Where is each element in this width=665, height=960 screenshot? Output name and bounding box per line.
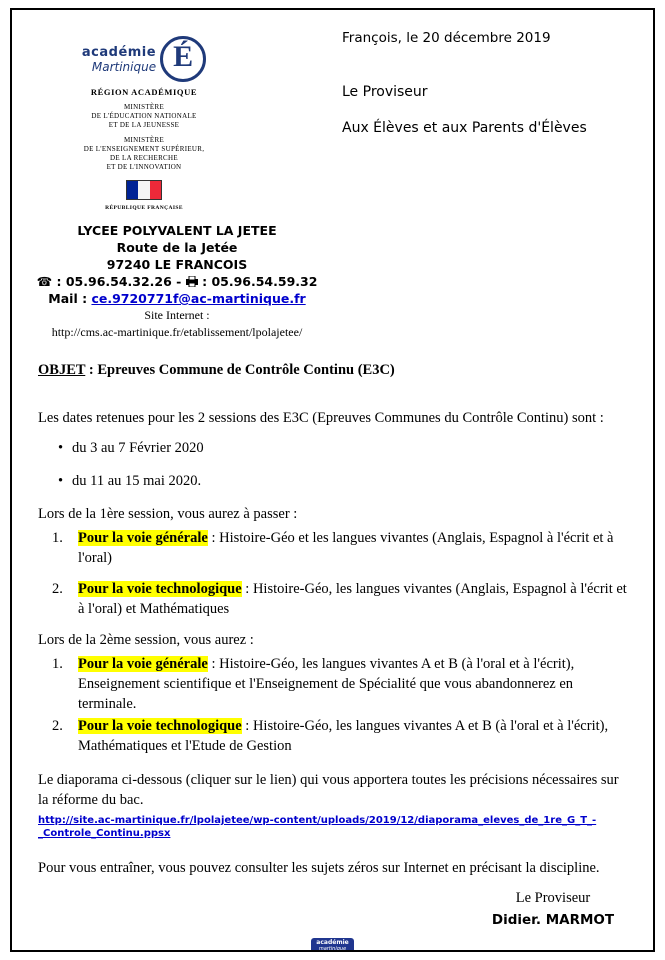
letter-recipient: Aux Élèves et aux Parents d'Élèves [342, 120, 587, 136]
ministere-line: DE L'ENSEIGNEMENT SUPÉRIEUR, [83, 145, 205, 153]
session-date: du 11 au 15 mai 2020. [72, 473, 202, 489]
item-number: 2. [52, 581, 63, 597]
track-label-highlight: Pour la voie générale [78, 656, 208, 672]
session2-list [52, 654, 627, 756]
letter-date: François, le 20 décembre 2019 [342, 30, 551, 46]
logo-region-text: Martinique [91, 59, 157, 74]
item-text: : Histoire-Géo et les langues vivantes (Anglais, Espagnol à l'écrit et à l'oral) [78, 530, 614, 566]
school-name: LYCEE POLYVALENT LA JETEE [77, 223, 277, 238]
letter-from: Le Proviseur [342, 84, 428, 100]
objet-line [38, 360, 627, 380]
site-internet-label: Site Internet : [144, 308, 210, 322]
region-academique-label: RÉGION ACADÉMIQUE [90, 87, 198, 97]
item-text: : Histoire-Géo, les langues vivantes (Anglais, Espagnol à l'écrit et à l'oral) et Mathématiques [78, 581, 627, 617]
letter-header [12, 10, 653, 348]
item-text: : Histoire-Géo, les langues vivantes A et B (à l'oral et à l'écrit), Mathématiques et l'Etude de Gestion [78, 718, 609, 754]
school-website-url: http://cms.ac-martinique.fr/etablissement/lpolajetee/ [51, 325, 303, 339]
track-label-highlight: Pour la voie générale [78, 530, 208, 546]
objet-text: : Epreuves Commune de Contrôle Continu (E3C) [85, 362, 395, 378]
objet-label: OBJET [38, 362, 86, 378]
training-paragraph: Pour vous entraîner, vous pouvez consulter les sujets zéros sur Internet en précisant la discipline. [38, 860, 600, 876]
ministere-line: ET DE LA JEUNESSE [108, 121, 180, 129]
item-text: : Histoire-Géo, les langues vivantes A et B (à l'oral et à l'écrit), Enseignement scientifique et l'Enseignement de Spécialité que vous abandonnerez en terminale. [78, 656, 575, 712]
session2-intro: Lors de la 2ème session, vous aurez : [38, 632, 254, 648]
session1-list [52, 528, 627, 619]
fax-number: : 05.96.54.59.32 [202, 274, 318, 289]
ministere-line: MINISTÈRE [123, 136, 165, 144]
ministere-line: ET DE L'INNOVATION [106, 163, 182, 171]
academie-mini-badge-icon: académie martinique [311, 938, 353, 952]
school-phone-fax-line [12, 273, 342, 290]
list-item [52, 654, 627, 714]
fax-icon [186, 274, 198, 289]
list-item [72, 438, 627, 458]
signature-name: Didier. MARMOT [491, 912, 615, 928]
letter-body [12, 348, 653, 952]
item-number: 1. [52, 530, 63, 546]
footer-logo [38, 936, 627, 952]
session-date: du 3 au 7 Février 2020 [72, 440, 204, 456]
intro-paragraph: Les dates retenues pour les 2 sessions des E3C (Epreuves Communes du Contrôle Continu) sont : [38, 410, 604, 426]
letter-page [10, 8, 655, 952]
diaporama-paragraph: Le diaporama ci-dessous (cliquer sur le lien) qui vous apportera toutes les précisions nécessaires sur la réforme du bac. [38, 772, 619, 808]
list-item [52, 528, 627, 568]
ministere-education-block [64, 103, 224, 130]
school-mail-line [12, 290, 342, 307]
phone-number: : 05.96.54.32.26 - [56, 274, 182, 289]
list-item [52, 579, 627, 619]
mail-label: Mail : [48, 291, 88, 306]
ministere-line: DE LA RECHERCHE [110, 154, 178, 162]
session-dates-list [38, 438, 627, 491]
list-item [52, 716, 627, 756]
academie-e-emblem-icon: É [160, 36, 206, 82]
french-flag-icon [126, 180, 162, 200]
school-street: Route de la Jetée [116, 240, 238, 255]
republique-francaise-logo [64, 180, 224, 211]
item-number: 2. [52, 718, 63, 734]
track-label-highlight: Pour la voie technologique [78, 581, 242, 597]
republique-francaise-label: RÉPUBLIQUE FRANÇAISE [105, 205, 183, 211]
signature-block [468, 888, 638, 930]
school-city: 97240 LE FRANCOIS [106, 257, 248, 272]
school-email-link[interactable]: ce.9720771f@ac-martinique.fr [91, 291, 306, 306]
logo-academie-text: académie [81, 44, 157, 60]
diaporama-link[interactable]: http://site.ac-martinique.fr/lpolajetee/wp-content/uploads/2019/12/diaporama_eleves_de_1re_G_T_-_Controle_Continu.ppsx [38, 815, 597, 839]
track-label-highlight: Pour la voie technologique [78, 718, 242, 734]
ministere-enseignement-block [64, 136, 224, 172]
list-item [72, 471, 627, 491]
phone-icon: ☎ [36, 274, 53, 289]
signature-title: Le Proviseur [515, 890, 591, 906]
item-number: 1. [52, 656, 63, 672]
academie-martinique-logo [64, 36, 224, 211]
letter-meta-block [342, 30, 587, 136]
session1-intro: Lors de la 1ère session, vous aurez à passer : [38, 506, 298, 522]
ministere-line: DE L'ÉDUCATION NATIONALE [91, 112, 197, 120]
academie-logo-top [64, 36, 224, 82]
school-address-block [12, 222, 342, 341]
ministere-line: MINISTÈRE [123, 103, 165, 111]
